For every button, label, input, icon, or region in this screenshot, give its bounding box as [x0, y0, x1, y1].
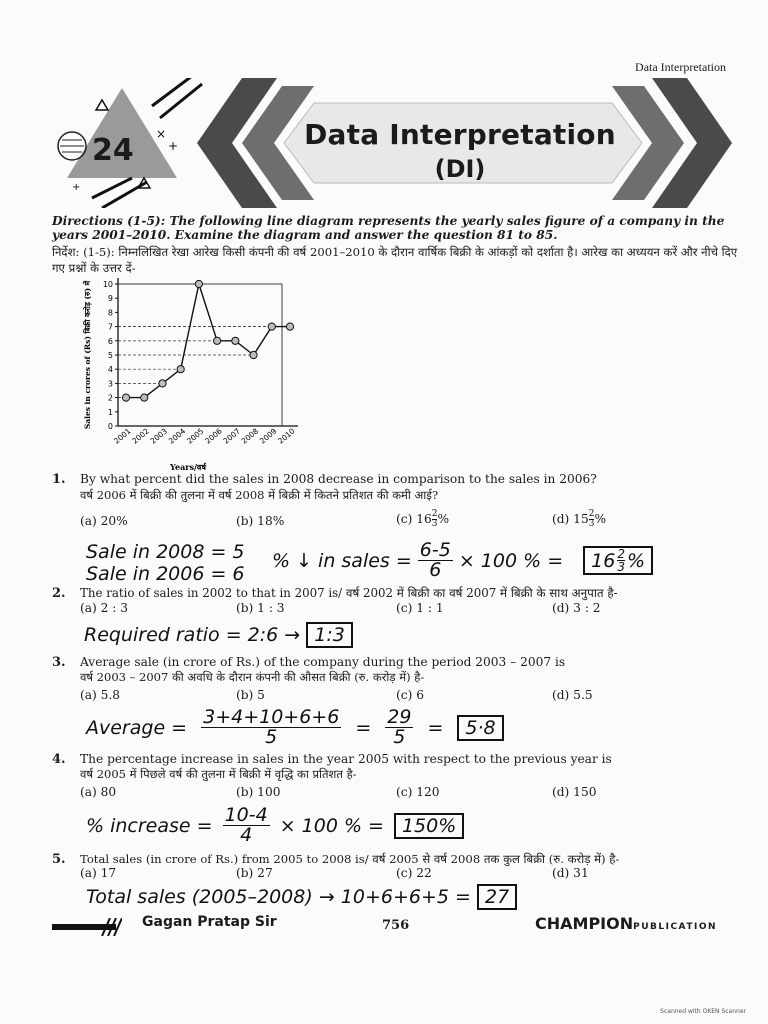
data-point: [268, 323, 275, 330]
q1-option-d: (d) 15 $\frac{2}{3}\%$: [552, 509, 607, 529]
q1-option-b: (b) 18%: [236, 514, 285, 528]
x-tick-label: 2006: [203, 426, 224, 446]
question-3: 3. Average sale (in crore of Rs.) of the company during the period 2003 – 2007 is वर्ष 2003 – 2007 की अवधि के दौरान कंपनी की औसत बिक्री (रु. करोड़ में) है-: [52, 655, 566, 684]
q5-solution: Total sales (2005–2008) → 10+6+6+5 = 27: [86, 886, 517, 908]
y-tick-label: 9: [107, 294, 113, 304]
x-axis-label: Years/वर्ष: [169, 462, 207, 472]
q4-solution: % increase = $\frac{10-4}{4}$ × 100 % = 150%: [86, 806, 464, 845]
question-text-en: The percentage increase in sales in the year 2005 with respect to the previous year is: [80, 752, 612, 766]
q3-answer-box: 5·8: [457, 715, 503, 741]
question-1: [52, 472, 742, 502]
x-tick-label: 2010: [276, 426, 297, 446]
q2-option-c: (c) 1 : 1: [396, 601, 444, 615]
q5-option-a: (a) 17: [80, 866, 117, 880]
svg-text:+: +: [168, 139, 179, 153]
directions-english: Directions (1-5): The following line diagram represents the yearly sales figure of a company in the years 2001–2010. Examine the diagram and answer the question 81 to 85.: [52, 214, 725, 242]
data-point: [141, 394, 148, 401]
y-tick-label: 4: [107, 365, 113, 375]
y-tick-label: 10: [102, 280, 113, 289]
sales-line-chart: [78, 276, 318, 472]
y-tick-label: 8: [107, 308, 113, 318]
data-point: [250, 351, 257, 358]
page-number: 756: [382, 918, 410, 933]
q5-option-c: (c) 22: [396, 866, 432, 880]
data-point: [159, 380, 166, 387]
q2-solution: Required ratio = 2:6 → 1:3: [84, 624, 353, 646]
q2-option-a: (a) 2 : 3: [80, 601, 129, 615]
q2-option-b: (b) 1 : 3: [236, 601, 285, 615]
q3-solution: Average = $\frac{3+4+10+6+6}{5}$ = $\frac{29}{5}$ = 5·8: [86, 708, 504, 747]
data-point: [232, 337, 239, 344]
data-point: [214, 337, 221, 344]
svg-text:+: +: [72, 182, 81, 193]
chapter-title-block: [290, 118, 630, 183]
x-tick-label: 2008: [239, 426, 261, 446]
data-point: [286, 323, 293, 330]
y-tick-label: 2: [107, 393, 113, 403]
question-text-hi: वर्ष 2003 – 2007 की अवधि के दौरान कंपनी की औसत बिक्री (रु. करोड़ में) है-: [80, 670, 425, 684]
running-header: Data Interpretation: [635, 60, 726, 74]
x-tick-label: 2005: [185, 426, 206, 446]
q2-answer-box: 1:3: [306, 622, 353, 648]
chapter-number: 24: [92, 133, 134, 168]
question-text-en: Average sale (in crore of Rs.) of the company during the period 2003 – 2007 is: [80, 655, 566, 669]
q5-answer-box: 27: [477, 884, 517, 910]
q3-option-b: (b) 5: [236, 688, 265, 702]
chapter-title: Data Interpretation: [304, 118, 616, 151]
q4-option-c: (c) 120: [396, 785, 440, 799]
y-tick-label: 6: [107, 336, 113, 346]
x-tick-label: 2004: [166, 426, 188, 446]
question-text-en: The ratio of sales in 2002 to that in 2007 is/ वर्ष 2002 में बिक्री का वर्ष 2007 में बिक्री के साथ अनुपात है-: [80, 586, 618, 600]
y-tick-label: 0: [107, 422, 113, 431]
question-text-hi: वर्ष 2006 में बिक्री की तुलना में वर्ष 2008 में बिक्री में कितने प्रतिशत की कमी आई?: [80, 488, 439, 502]
q2-option-d: (d) 3 : 2: [552, 601, 601, 615]
footer-stripe-decoration: [52, 918, 122, 936]
question-text-hi: वर्ष 2005 में पिछले वर्ष की तुलना में बिक्री में वृद्धि का प्रतिशत है-: [80, 767, 357, 781]
q3-option-c: (c) 6: [396, 688, 424, 702]
question-number: 1.: [52, 472, 66, 487]
x-tick-label: 2001: [112, 426, 133, 446]
y-tick-label: 3: [107, 379, 113, 389]
y-axis-label: Sales in crores of (Rs) बिक्री करोड़ (रु) में: [83, 280, 92, 430]
x-tick-label: 2002: [130, 426, 151, 446]
x-tick-label: 2007: [221, 426, 242, 446]
footer-author: Gagan Pratap Sir: [142, 914, 277, 930]
data-point: [177, 366, 184, 373]
question-5: 5. Total sales (in crore of Rs.) from 2005 to 2008 is/ वर्ष 2005 से वर्ष 2008 तक कुल बिक्री (रु. करोड़ में) है-: [52, 852, 620, 867]
data-point: [195, 280, 202, 287]
question-2: 2. The ratio of sales in 2002 to that in 2007 is/ वर्ष 2002 में बिक्री का वर्ष 2007 में बिक्री के साथ अनुपात है-: [52, 586, 618, 601]
q4-option-b: (b) 100: [236, 785, 281, 799]
q1-solution-line1: Sale in 2008 = 5: [86, 541, 245, 563]
q4-answer-box: 150%: [394, 813, 464, 839]
y-tick-label: 5: [107, 351, 113, 360]
q1-option-a: (a) 20%: [80, 514, 128, 528]
question-4: 4. The percentage increase in sales in the year 2005 with respect to the previous year is वर्ष 2005 में पिछले वर्ष की तुलना में बिक्री में वृद्धि का प्रतिशत है-: [52, 752, 612, 781]
q4-option-d: (d) 150: [552, 785, 597, 799]
data-point: [122, 394, 129, 401]
scanner-watermark: Scanned with OKEN Scanner: [660, 1008, 746, 1015]
x-tick-label: 2009: [257, 426, 279, 446]
y-tick-label: 7: [107, 322, 113, 332]
question-text-en: Total sales (in crore of Rs.) from 2005 to 2008 is/ वर्ष 2005 से वर्ष 2008 तक कुल बिक्री (रु. करोड़ में) है-: [80, 852, 620, 866]
chapter-subtitle: (DI): [434, 155, 486, 183]
q1-solution-calc: % ↓ in sales = $\frac{6-5}{6}$ × 100 % = 16 2 3 %: [272, 541, 653, 580]
q3-option-a: (a) 5.8: [80, 688, 121, 702]
x-tick-label: 2003: [148, 426, 170, 446]
q1-solution-line2: Sale in 2006 = 6: [86, 563, 245, 585]
q1-answer-box: 16 2 3 %: [583, 546, 653, 575]
svg-text:×: ×: [156, 127, 167, 141]
q4-option-a: (a) 80: [80, 785, 117, 799]
q5-option-d: (d) 31: [552, 866, 589, 880]
y-tick-label: 1: [107, 407, 113, 417]
directions-hindi: निर्देश: (1-5): निम्नलिखित रेखा आरेख किसी कंपनी की वर्ष 2001–2010 के दौरान वार्षिक बिक्री के आंकड़ों को दर्शाता है। आरेख का अध्ययन करें और नीचे दिए गए प्रश्नों के उत्तर दें-: [52, 245, 738, 275]
publisher-logo: CHAMPIONPUBLICATION: [535, 914, 717, 933]
question-text-en: By what percent did the sales in 2008 decrease in comparison to the sales in 2006?: [80, 472, 597, 486]
q3-option-d: (d) 5.5: [552, 688, 593, 702]
q1-option-c: (c) 16 $\frac{2}{3}\%$: [396, 509, 450, 529]
q5-option-b: (b) 27: [236, 866, 273, 880]
